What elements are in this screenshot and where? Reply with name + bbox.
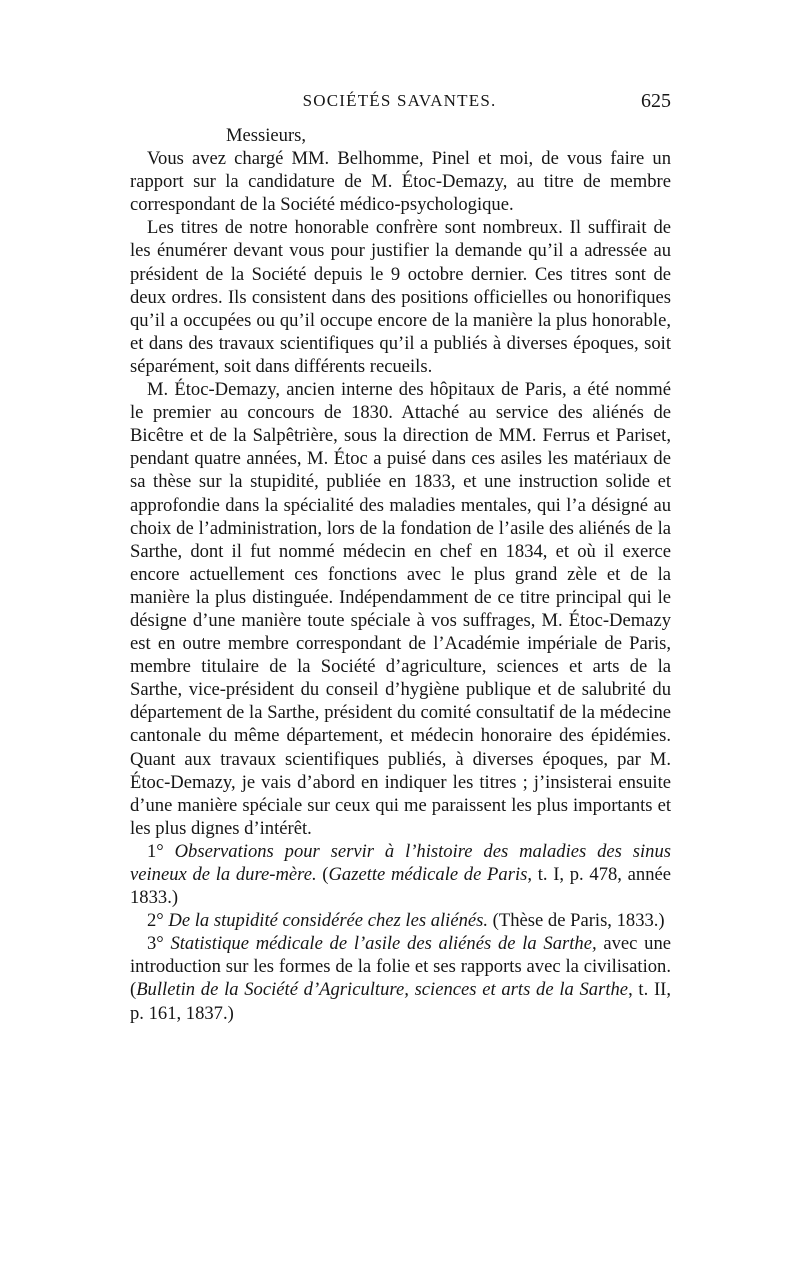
bibliography-title: De la stupidité considérée chez les aliénés. <box>168 910 489 932</box>
salutation: Messieurs, <box>226 125 307 146</box>
bibliography-item-3 <box>130 932 671 1024</box>
bibliography-item-2 <box>130 909 671 932</box>
bibliography-details: , t. I, p. 478, année 1833.) <box>130 864 671 909</box>
bibliography-title: Observations pour servir à l’histoire des maladies des sinus veineux de la dure-mère. <box>130 840 671 885</box>
body-text <box>130 124 671 1025</box>
page-number: 625 <box>641 90 671 112</box>
paragraph-commission: Vous avez chargé MM. Belhomme, Pinel et moi, de vous faire un rapport sur la candidature de M. Étoc-Demazy, au titre de membre correspondant de la Société médico-psychologique. <box>130 148 671 216</box>
paragraph-career: M. Étoc-Demazy, ancien interne des hôpitaux de Paris, a été nommé le premier au concours de 1830. Attaché au service des aliénés de Bicêtre et de la Salpêtrière, sous la direction de MM. Ferrus et Pariset, pendant quatre années, M. Étoc a puisé dans ces asiles les matériaux de sa thèse sur la stupidité, publiée en 1833, et une instruction solide et approfondie dans la spécialité des maladies mentales, qui l’a désigné au choix de l’administration, lors de la fondation de l’asile des aliénés de la Sarthe, dont il fut nommé médecin en chef en 1834, et où il exerce encore actuellement ces fonctions avec le plus grand zèle et de la manière la plus distinguée. Indépendamment de ce titre principal qui le désigne d’une manière toute spéciale à vos suffrages, M. Étoc-Demazy est en outre membre correspondant de l’Académie impériale de Paris, membre titulaire de la Société d’agriculture, sciences et arts de la Sarthe, vice-président du conseil d’hygiène publique et de salubrité du département de la Sarthe, président du comité consultatif de la médecine cantonale du même département, et médecin honoraire des épidémies. Quant aux travaux scientifiques publiés, à diverses époques, par M. Étoc-Demazy, je vais d’abord en indiquer les titres ; j’insisterai ensuite d’une manière spéciale sur ceux qui me paraissent les plus importants et les plus dignes d’intérêt. <box>130 379 671 839</box>
bibliography-item-1 <box>130 840 671 909</box>
paragraph-titles: Les titres de notre honorable confrère sont nombreux. Il suffirait de les énumérer devant vous pour justifier la demande qu’il a adressée au président de la Société depuis le 9 octobre dernier. Ces titres sont de deux ordres. Ils consistent dans des positions officielles ou honorifiques qu’il a occupées ou qu’il occupe encore de la manière la plus honorable, et dans des travaux scientifiques qu’il a publiés à diverses époques, soit séparément, soit dans différents recueils. <box>130 217 671 377</box>
bibliography-number: 2° <box>147 910 164 932</box>
bibliography-source-open: (Thèse de Paris, 1833.) <box>488 910 665 932</box>
bibliography-number: 1° <box>147 840 164 862</box>
bibliography-source-open: ( <box>316 864 329 885</box>
bibliography-source-title: Bulletin de la Société d’Agriculture, sciences et arts de la Sarthe <box>136 979 629 1001</box>
bibliography-details: , t. II, p. 161, 1837.) <box>130 979 672 1024</box>
bibliography-source-open: avec une introduction sur les formes de la folie et ses rapports avec la civilisation. ( <box>130 933 671 1001</box>
bibliography-source-title: Gazette médicale de Paris <box>328 864 528 885</box>
bibliography-number: 3° <box>147 933 164 955</box>
page-header <box>128 91 671 117</box>
bibliography-title: Statistique médicale de l’asile des aliénés de la Sarthe, <box>170 933 597 955</box>
running-title: SOCIÉTÉS SAVANTES. <box>302 91 497 110</box>
